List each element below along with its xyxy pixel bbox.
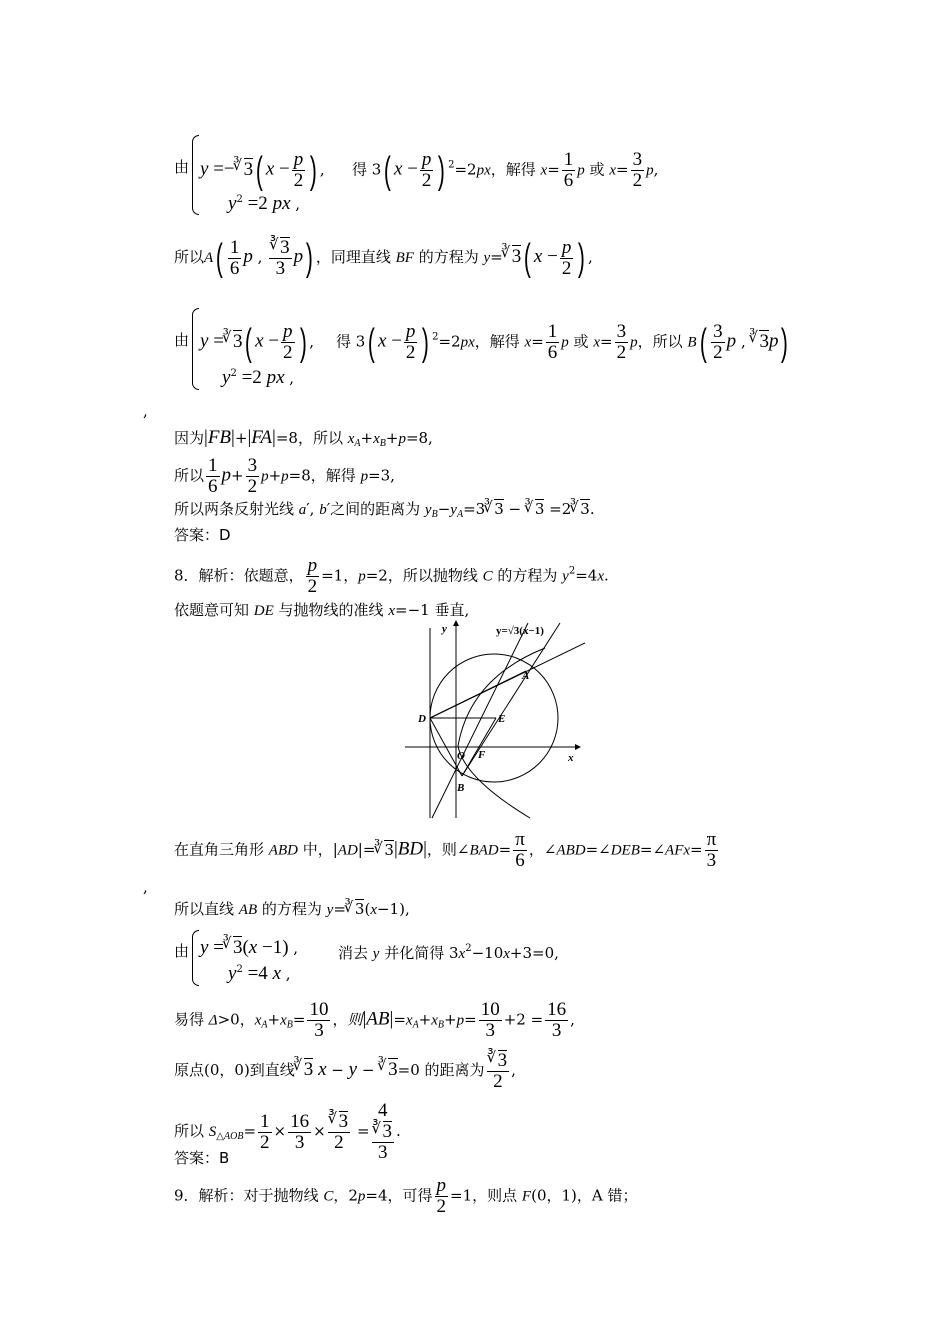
answer-8: 答案：B xyxy=(174,1149,230,1167)
q8-line4: 所以直线 AB 的方程为 y=∛ 3(x−1), xyxy=(174,902,410,918)
system-eq-1b: $y^2 =2$ px , xyxy=(228,193,301,214)
x-axis-arrow xyxy=(575,744,581,750)
comma-1: , xyxy=(143,402,148,420)
label-D: D xyxy=(418,713,426,725)
block1-text: 得 3( x − $\frac{p}{2}$ ) $^2$=2px，解得 x= $\frac{1}{6}$ p 或 x= $\frac{3}{2}$ p, xyxy=(352,149,659,192)
answer-7: 答案：D xyxy=(174,526,231,544)
label-O: O xyxy=(457,750,465,762)
block4-text: 消去 y 并化简得 $3x^2-10x+3=0$, xyxy=(338,943,559,962)
line-point-A: 所以A( $\frac{1}{6}$ p , ∛ $\frac{3}{3}$ p) ，同理直线 BF 的方程为 y=∛ 3( x − $\frac{p}{2}$ ) , xyxy=(174,237,593,279)
label-y: y xyxy=(442,623,447,635)
label-B: B xyxy=(457,782,465,794)
system-eq-1a: y =−∛ 3( x − $\frac{p}{2}$ ) , xyxy=(200,150,325,191)
line-sum: 所以 $\frac{1}{6}$ p+ $\frac{3}{2}$ p+p=8，解得 p=3, xyxy=(174,455,395,497)
line-dist: 所以两条反射光线 a′, b′之间的距离为 $y_B-y_A=3∛$ 3 − ∛ 3 =2∛ 3. xyxy=(174,502,595,520)
label-line: y=√3(x−1) xyxy=(496,625,544,637)
line-steep xyxy=(432,623,528,818)
parabola-figure xyxy=(400,618,585,823)
block3-text: 得 3( x − $\frac{p}{2}$ ) $^2$=2px，解得 x= $\frac{1}{6}$ p 或 x= $\frac{3}{2}$ p，所以 B( $\frac{3}{2}$ p , ∛ 3p) xyxy=(336,322,791,363)
system-brace-4 xyxy=(192,930,199,986)
system-eq-3b: $y^2 =2$ px , xyxy=(222,367,295,388)
line-tangent xyxy=(430,643,585,718)
q8-line2: 依题意可知 DE 与抛物线的准线 x=−1 垂直, xyxy=(174,601,470,619)
parabola xyxy=(458,648,545,818)
you-3: 由 xyxy=(174,331,190,349)
label-A: A xyxy=(522,670,530,682)
system-eq-4a: y =∛ 3(x −1) , xyxy=(200,938,298,957)
label-x: x xyxy=(568,752,574,764)
q8-line6: 原点(0，0)到直线∛ 3 x − y − ∛ 3=0 的距离为 ∛ $\frac{3}{2}$ , xyxy=(174,1050,516,1092)
line-fb-fa: 因为|FB|+|FA|=8，所以 $x_A+x_B+p=8$, xyxy=(174,427,433,449)
q8-line1: 8．解析：依题意， $\frac{p}{2}$ =1，p=2，所以抛物线 C 的方程为 $y^2=4x$. xyxy=(174,555,609,597)
label-E: E xyxy=(498,713,506,725)
system-brace-3 xyxy=(192,308,199,390)
q8-line5: 易得 Δ>0，$x_A+x_B=$ $\frac{10}{3}$ ，则$|AB|=x_A+x_B+p=$ $\frac{10}{3}$ +2 = $\frac{16}{3}$ , xyxy=(174,999,575,1041)
q8-line7: 所以 $S_{\triangle AOB}=$ $\frac{1}{2}$ × $\frac{16}{3}$ × ∛ $\frac{3}{2}$ = 4 ∛ 3 3 . xyxy=(174,1101,401,1163)
q8-line3: 在直角三角形 ABD 中，|AD|=∛ 3|BD|，则∠BAD= $\frac{\pi}{6}$ ，∠ABD=∠DEB=∠AFx= $\frac{\pi}{3}$ xyxy=(174,830,720,871)
comma-2: , xyxy=(143,878,148,896)
you-1: 由 xyxy=(174,158,190,176)
system-eq-3a: y =∛ 3( x − $\frac{p}{2}$ ) , xyxy=(200,322,314,363)
q9-line1: 9．解析：对于抛物线 C，2p=4，可得 $\frac{p}{2}$ =1，则点 F(0，1)，A 错； xyxy=(174,1175,638,1217)
label-F: F xyxy=(478,749,486,761)
system-eq-4b: $y^2 =4$ x , xyxy=(228,963,291,984)
y-axis-arrow xyxy=(453,620,459,626)
system-brace-1 xyxy=(192,135,199,215)
you-4: 由 xyxy=(174,942,190,960)
